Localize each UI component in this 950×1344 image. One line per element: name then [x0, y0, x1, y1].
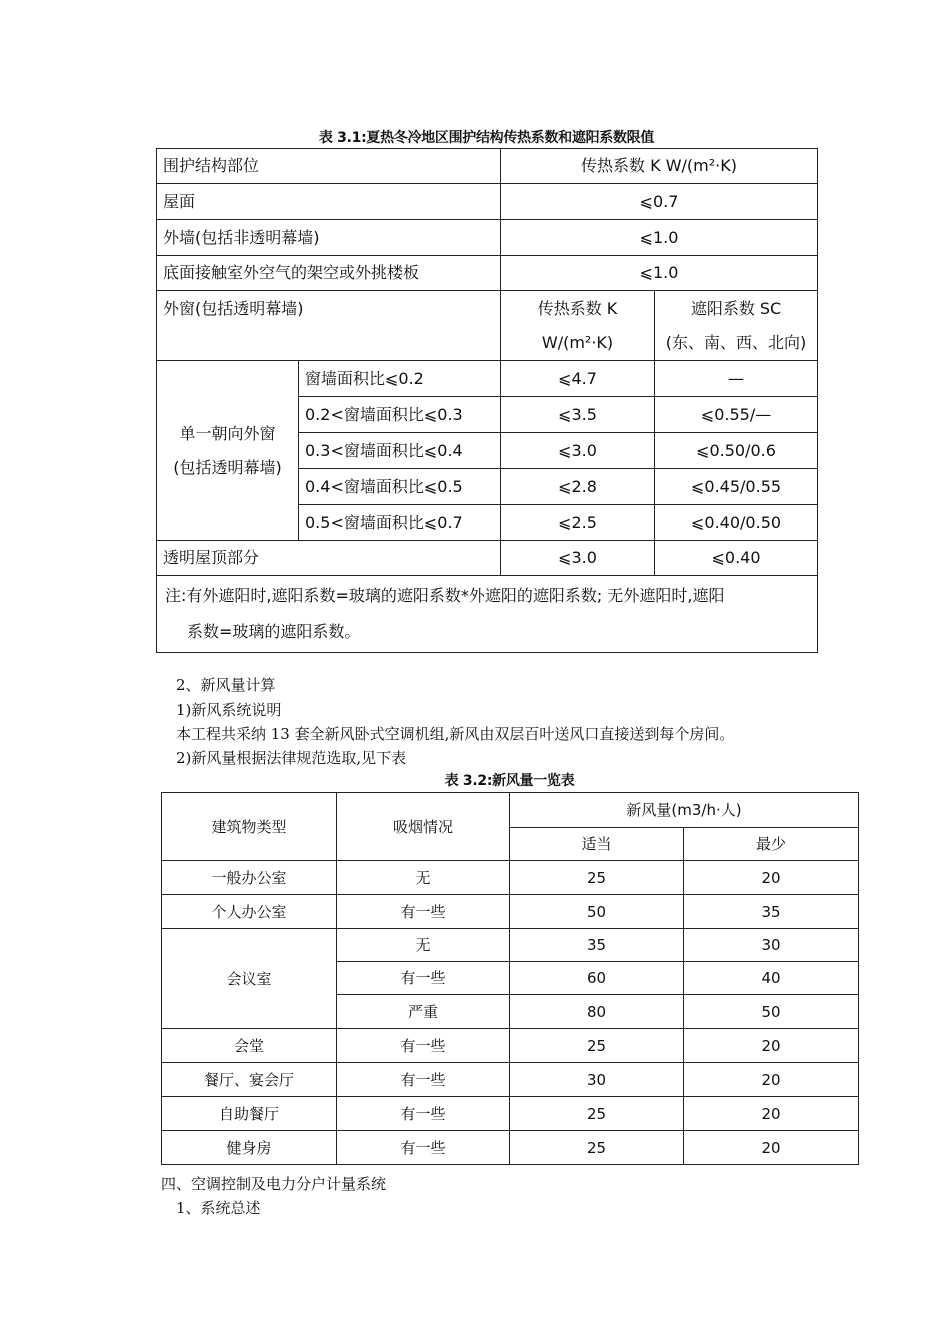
smoking-cell: 有一些	[337, 1063, 510, 1097]
ratio-sc: ⩽0.45/0.55	[655, 469, 818, 505]
building-cell: 个人办公室	[162, 895, 337, 929]
ratio-k: ⩽2.8	[501, 469, 655, 505]
window-k-line2: W/(m²·K)	[541, 332, 614, 352]
subsection-1: 1)新风系统说明	[176, 701, 282, 719]
skylight-sc: ⩽0.40	[655, 541, 818, 576]
building-cell: 会堂	[162, 1029, 337, 1063]
building-cell: 餐厅、宴会厅	[162, 1063, 337, 1097]
ratio-sc: ⩽0.55/—	[655, 397, 818, 433]
smoking-cell: 无	[337, 929, 510, 962]
ratio-k: ⩽2.5	[501, 505, 655, 541]
single-window-label	[157, 361, 299, 541]
window-sc-header	[655, 291, 818, 361]
smoking-cell: 无	[337, 861, 510, 895]
minimum-cell: 30	[684, 929, 859, 962]
window-k-header	[501, 291, 655, 361]
building-cell: 自助餐厅	[162, 1097, 337, 1131]
ratio-label: 0.3<窗墙面积比⩽0.4	[299, 433, 501, 469]
window-sc-line1: 遮阳系数 SC	[690, 298, 782, 318]
building-cell: 会议室	[162, 929, 337, 1029]
table1-header-row	[157, 149, 818, 184]
smoking-cell: 有一些	[337, 1131, 510, 1165]
minimum-cell: 50	[684, 995, 859, 1029]
table1-caption-text: 表 3.1:夏热冬冷地区围护结构传热系数和遮阳系数限值	[318, 130, 655, 146]
header-minimum: 最少	[684, 828, 859, 861]
ratio-label: 0.5<窗墙面积比⩽0.7	[299, 505, 501, 541]
ratio-label: 0.4<窗墙面积比⩽0.5	[299, 469, 501, 505]
building-cell: 健身房	[162, 1131, 337, 1165]
ratio-label: 0.2<窗墙面积比⩽0.3	[299, 397, 501, 433]
row-floor	[157, 256, 818, 291]
envelope-limits-table	[156, 148, 818, 653]
table-row	[162, 895, 859, 929]
table-row	[162, 1029, 859, 1063]
floor-label: 底面接触室外空气的架空或外挑楼板	[157, 256, 501, 291]
window-sc-line2: (东、南、西、北向)	[665, 332, 807, 352]
smoking-cell: 有一些	[337, 962, 510, 995]
table1-note	[157, 576, 818, 653]
subsection-2: 2)新风量根据法律规范选取,见下表	[176, 749, 407, 767]
body-text: 本工程共采纳 13 套全新风卧式空调机组,新风由双层百叶送风口直接送到每个房间。	[176, 725, 735, 743]
minimum-cell: 40	[684, 962, 859, 995]
minimum-cell: 20	[684, 861, 859, 895]
table-row	[162, 1097, 859, 1131]
minimum-cell: 20	[684, 1131, 859, 1165]
roof-value: ⩽0.7	[501, 184, 818, 220]
table-row	[162, 929, 859, 962]
table1-caption	[156, 127, 817, 147]
row-window-header	[157, 291, 818, 361]
ratio-row	[157, 361, 818, 397]
window-label: 外窗(包括透明幕墙)	[157, 291, 501, 361]
ratio-sc: ⩽0.40/0.50	[655, 505, 818, 541]
ratio-k: ⩽3.0	[501, 433, 655, 469]
adequate-cell: 25	[510, 1097, 684, 1131]
ratio-sc: ⩽0.50/0.6	[655, 433, 818, 469]
outer-wall-value: ⩽1.0	[501, 220, 818, 256]
header-building: 建筑物类型	[162, 793, 337, 861]
roof-label: 屋面	[157, 184, 501, 220]
adequate-cell: 50	[510, 895, 684, 929]
smoking-cell: 有一些	[337, 1029, 510, 1063]
table-row	[162, 1131, 859, 1165]
smoking-cell: 有一些	[337, 1097, 510, 1131]
minimum-cell: 35	[684, 895, 859, 929]
single-window-line2: (包括透明幕墙)	[173, 457, 282, 477]
adequate-cell: 35	[510, 929, 684, 962]
outer-wall-label: 外墙(包括非透明幕墙)	[157, 220, 501, 256]
adequate-cell: 25	[510, 1029, 684, 1063]
floor-value: ⩽1.0	[501, 256, 818, 291]
header-k: 传热系数 K W/(m²·K)	[501, 149, 818, 184]
table2-caption	[161, 770, 858, 790]
table-row	[162, 1063, 859, 1097]
smoking-cell: 有一些	[337, 895, 510, 929]
building-cell: 一般办公室	[162, 861, 337, 895]
smoking-cell: 严重	[337, 995, 510, 1029]
adequate-cell: 60	[510, 962, 684, 995]
row-skylight	[157, 541, 818, 576]
single-window-line1: 单一朝向外窗	[179, 423, 276, 443]
section4-sub: 1、系统总述	[176, 1199, 261, 1217]
note-line2: 系数=玻璃的遮阳系数。	[187, 622, 361, 641]
section4-heading: 四、空调控制及电力分户计量系统	[161, 1175, 387, 1193]
ratio-label: 窗墙面积比⩽0.2	[299, 361, 501, 397]
header-adequate: 适当	[510, 828, 684, 861]
table2-header-row	[162, 793, 859, 828]
note-line1: 注:有外遮阳时,遮阳系数=玻璃的遮阳系数*外遮阳的遮阳系数; 无外遮阳时,遮阳	[165, 586, 725, 605]
window-k-line1: 传热系数 K	[537, 298, 618, 318]
ratio-k: ⩽3.5	[501, 397, 655, 433]
adequate-cell: 25	[510, 861, 684, 895]
header-part: 围护结构部位	[157, 149, 501, 184]
ratio-sc: —	[655, 361, 818, 397]
minimum-cell: 20	[684, 1029, 859, 1063]
adequate-cell: 25	[510, 1131, 684, 1165]
header-smoking: 吸烟情况	[337, 793, 510, 861]
row-roof	[157, 184, 818, 220]
row-outer-wall	[157, 220, 818, 256]
section-heading: 2、新风量计算	[176, 676, 276, 694]
minimum-cell: 20	[684, 1063, 859, 1097]
table2-caption-text: 表 3.2:新风量一览表	[444, 773, 575, 789]
adequate-cell: 30	[510, 1063, 684, 1097]
fresh-air-table	[161, 792, 859, 1165]
skylight-label: 透明屋顶部分	[157, 541, 501, 576]
ratio-k: ⩽4.7	[501, 361, 655, 397]
adequate-cell: 80	[510, 995, 684, 1029]
skylight-k: ⩽3.0	[501, 541, 655, 576]
row-note	[157, 576, 818, 653]
table-row	[162, 861, 859, 895]
header-air: 新风量(m3/h·人)	[510, 793, 859, 828]
minimum-cell: 20	[684, 1097, 859, 1131]
